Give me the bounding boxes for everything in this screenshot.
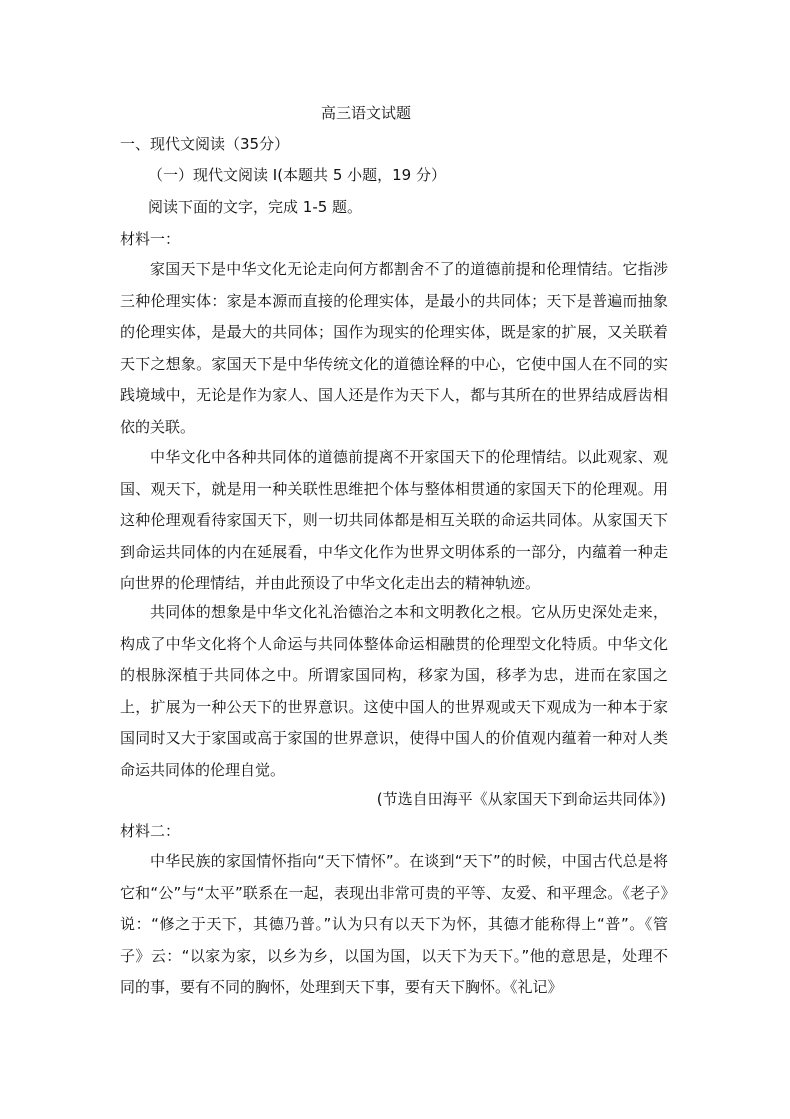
section-heading: 一、现代文阅读（35分） <box>120 135 290 153</box>
material-one-source: (节选自田海平《从家国天下到命运共同体》) <box>376 790 666 808</box>
material-one-paragraph: 中华文化中各种共同体的道德前提离不开家国天下的伦理情结。以此观家、观国、观天下，就是用一种关联性思维把个体与整体相贯通的家国天下的伦理观。用这种伦理观看待家国天下，则一切共同体都是相互关联的命运共同体。从家国天下到命运共同体的内在延展看，中华文化作为世界文明体系的一部分，内蕴着一种走向世界的伦理情结，并由此预设了中华文化走出去的精神轨迹。 <box>120 448 668 592</box>
material-one-label: 材料一： <box>120 230 181 248</box>
material-one-paragraph: 家国天下是中华文化无论走向何方都割舍不了的道德前提和伦理情结。它指涉三种伦理实体：家是本源而直接的伦理实体，是最小的共同体；天下是普遍而抽象的伦理实体，是最大的共同体；国作为现实的伦理实体，既是家的扩展，又关联着天下之想象。家国天下是中华传统文化的道德诠释的中心，它使中国人在不同的实践境域中，无论是作为家人、国人还是作为天下人，都与其所在的世界结成唇齿相依的关联。 <box>120 260 668 436</box>
material-two-label: 材料二： <box>120 822 181 840</box>
material-two-paragraph: 中华民族的家国情怀指向“天下情怀”。在谈到“天下”的时候，中国古代总是将它和“公”与“太平”联系在一起，表现出非常可贵的平等、友爱、和平理念。《老子》说：“修之于天下，其德乃普。”认为只有以天下为怀，其德才能称得上“普”。《管子》云：“以家为家，以乡为乡，以国为国，以天下为天下。”他的意思是，处理不同的事，要有不同的胸怀，处理到天下事，要有天下胸怀。《礼记》 <box>120 852 668 996</box>
subsection-heading: （一）现代文阅读 I(本题共 5 小题，19 分） <box>148 166 446 184</box>
material-one-paragraph: 共同体的想象是中华文化礼治德治之本和文明教化之根。它从历史深处走来，构成了中华文化将个人命运与共同体整体命运相融贯的伦理型文化特质。中华文化的根脉深植于共同体之中。所谓家国同构，移家为国，移孝为忠，进而在家国之上，扩展为一种公天下的世界意识。这使中国人的世界观或天下观成为一种本于家国同时又大于家国或高于家国的世界意识，使得中国人的价值观内蕴着一种对人类命运共同体的伦理自觉。 <box>120 603 668 779</box>
page-title: 高三语文试题 <box>320 104 411 122</box>
reading-instruction: 阅读下面的文字，完成 1-5 题。 <box>148 198 363 216</box>
